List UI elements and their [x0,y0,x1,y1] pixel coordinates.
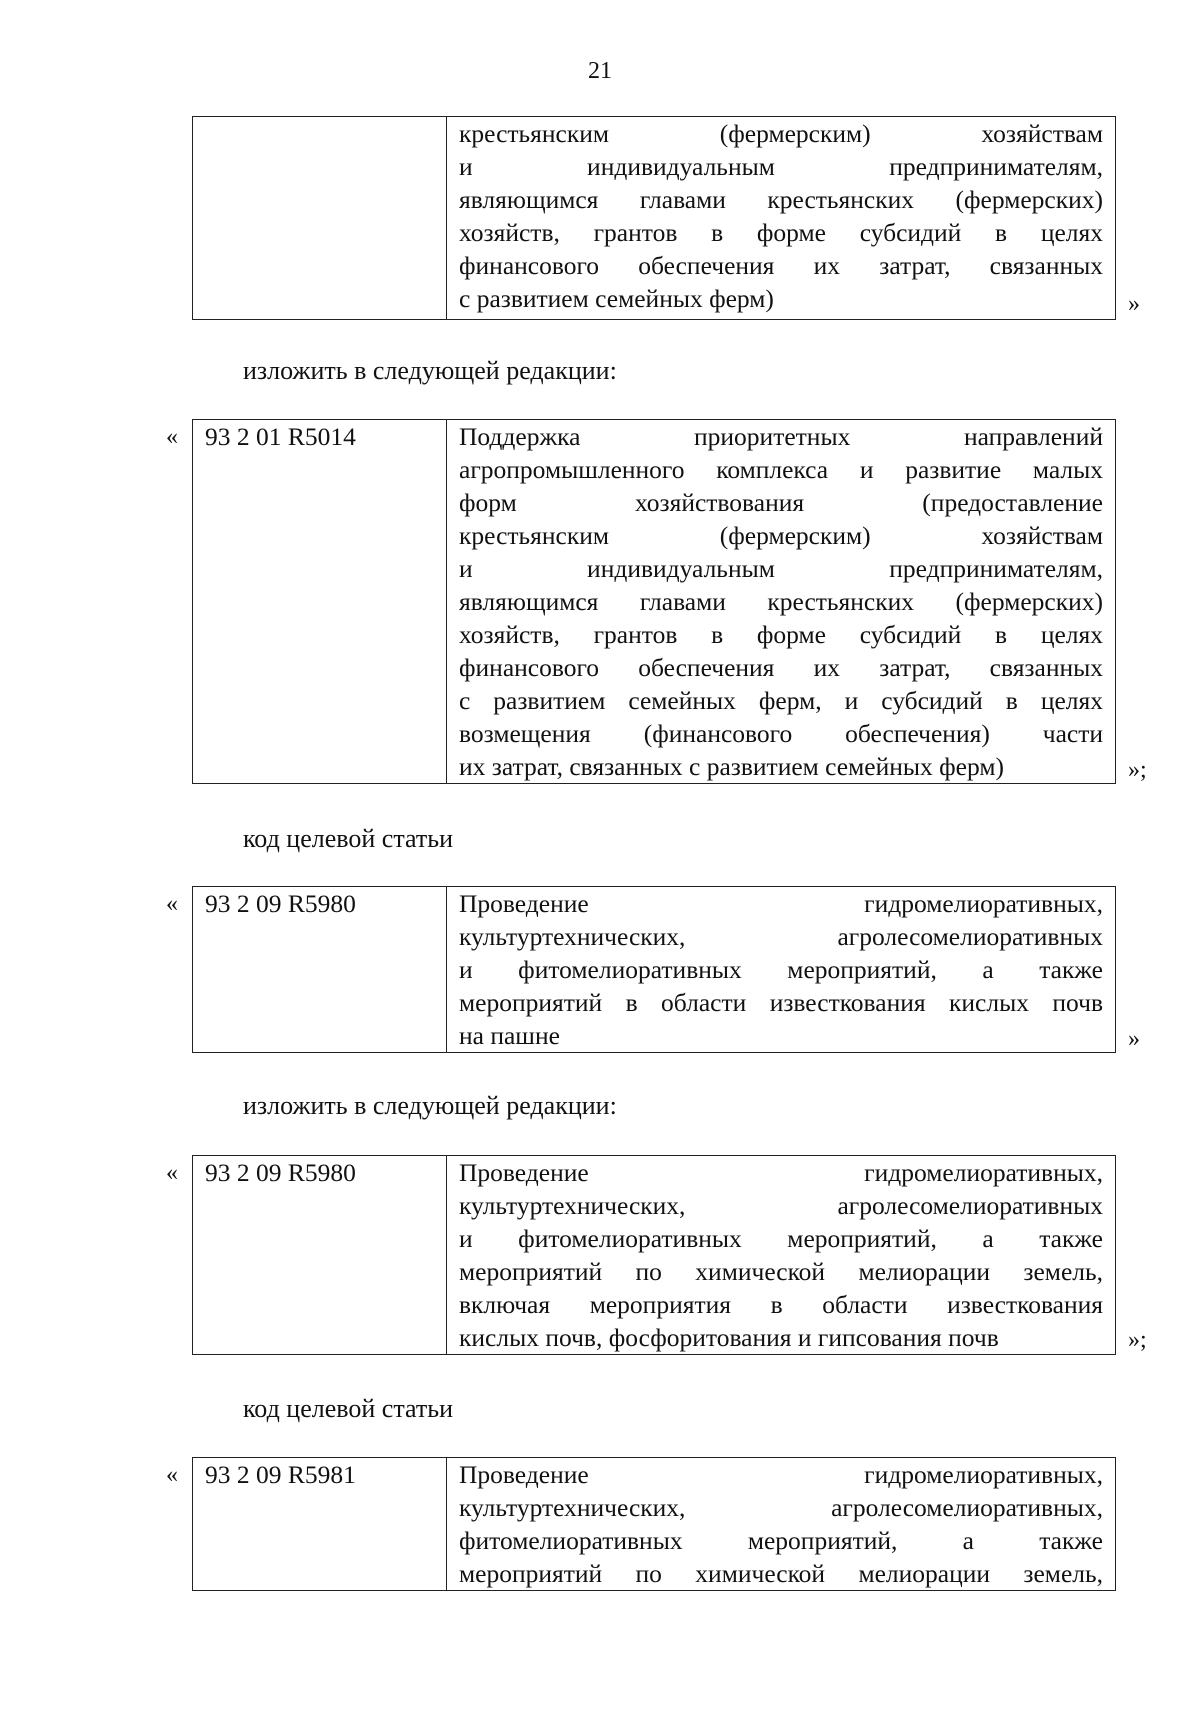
description-line: включая мероприятия в области известкования [459,1290,1103,1319]
description-cell [447,1156,1116,1355]
description-line: крестьянским (фермерским) хозяйствам [459,119,1103,148]
description-line: мероприятий в области известкования кислых почв [459,988,1103,1017]
closing-quote: »; [1128,757,1147,783]
description-line: мероприятий по химической мелиорации земель, [459,1559,1103,1588]
description-line: и фитомелиоративных мероприятий, а также [459,955,1103,984]
continuation-table [192,116,1116,320]
code-table-r5981 [192,1457,1116,1591]
code-cell [193,1458,447,1591]
code-table-r5014 [192,419,1116,784]
description-line: их затрат, связанных с развитием семейных ферм) [459,752,1004,781]
opening-quote: « [166,1160,178,1186]
description-line: возмещения (финансового обеспечения) части [459,719,1103,748]
description-line: Проведение гидромелиоративных, [459,1158,1103,1187]
target-code: 93 2 09 R5981 [205,1460,356,1489]
description-line: и индивидуальным предпринимателям, [459,554,1103,583]
code-cell [193,887,447,1053]
description-line: и фитомелиоративных мероприятий, а также [459,1224,1103,1253]
intro-paragraph: код целевой статьи [243,824,453,853]
description-line: являющимся главами крестьянских (фермерских) [459,185,1103,214]
opening-quote: « [166,891,178,917]
description-line: культуртехнических, агролесомелиоративных [459,1191,1103,1220]
description-cell [447,887,1116,1053]
description-line: культуртехнических, агролесомелиоративных [459,922,1103,951]
closing-quote: » [1128,291,1140,317]
description-line: фитомелиоративных мероприятий, а также [459,1526,1103,1555]
description-line: культуртехнических, агролесомелиоративных, [459,1493,1103,1522]
description-line: Поддержка приоритетных направлений [459,422,1103,451]
intro-paragraph: изложить в следующей редакции: [243,356,617,385]
code-cell [193,420,447,784]
description-line: являющимся главами крестьянских (фермерских) [459,587,1103,616]
intro-paragraph: изложить в следующей редакции: [243,1091,617,1120]
intro-paragraph: код целевой статьи [243,1394,453,1423]
description-line: Проведение гидромелиоративных, [459,1460,1103,1489]
description-line: крестьянским (фермерским) хозяйствам [459,521,1103,550]
description-line: агропромышленного комплекса и развитие малых [459,455,1103,484]
description-line: с развитием семейных ферм) [459,284,774,313]
opening-quote: « [166,1462,178,1488]
target-code: 93 2 09 R5980 [205,889,356,918]
code-cell [193,117,447,320]
description-line: финансового обеспечения их затрат, связанных [459,251,1103,280]
description-cell [447,117,1116,320]
target-code: 93 2 01 R5014 [205,422,356,451]
description-line: хозяйств, грантов в форме субсидий в целях [459,620,1103,649]
description-line: с развитием семейных ферм, и субсидий в целях [459,686,1103,715]
description-line: финансового обеспечения их затрат, связанных [459,653,1103,682]
code-table-r5980-old [192,886,1116,1053]
closing-quote: »; [1128,1327,1147,1353]
page-number: 21 [588,58,612,84]
closing-quote: » [1128,1026,1140,1052]
description-line: мероприятий по химической мелиорации земель, [459,1257,1103,1286]
target-code: 93 2 09 R5980 [205,1158,356,1187]
description-line: форм хозяйствования (предоставление [459,488,1103,517]
description-line: Проведение гидромелиоративных, [459,889,1103,918]
description-cell [447,1458,1116,1591]
opening-quote: « [166,424,178,450]
code-table-r5980-new [192,1155,1116,1355]
code-cell [193,1156,447,1355]
description-cell [447,420,1116,784]
description-line: на пашне [459,1021,560,1050]
description-line: кислых почв, фосфоритования и гипсования почв [459,1323,999,1352]
description-line: хозяйств, грантов в форме субсидий в целях [459,218,1103,247]
description-line: и индивидуальным предпринимателям, [459,152,1103,181]
